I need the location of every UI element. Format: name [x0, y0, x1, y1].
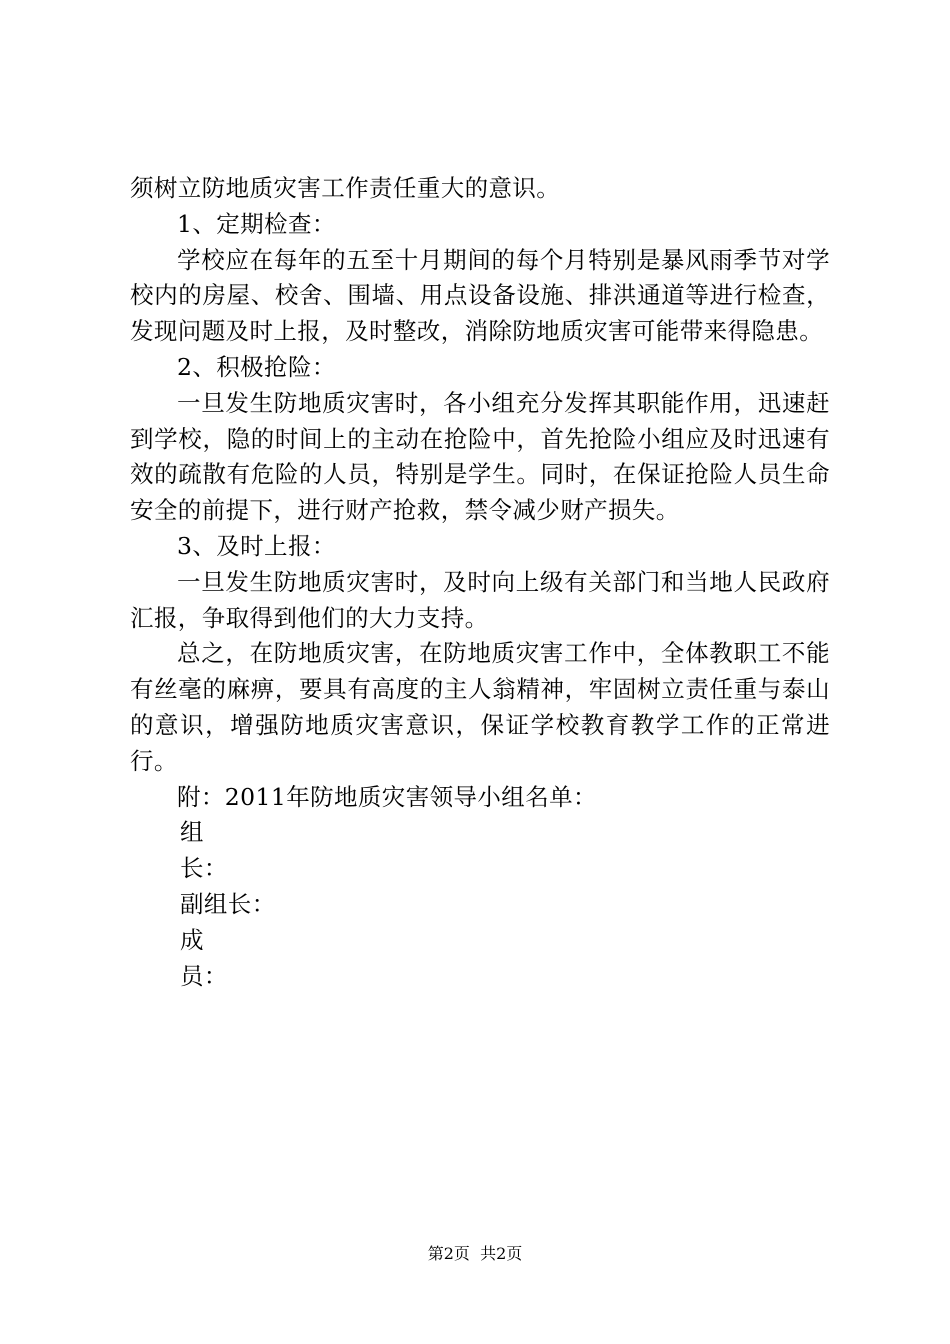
document-body: [130, 171, 830, 994]
page-footer: [0, 1244, 950, 1264]
roster-line: 成: [180, 925, 204, 954]
paragraph-inspection: 学校应在每年的五至十月期间的每个月特别是暴风雨季节对学校内的房屋、校舍、围墙、用点设备设施、排洪通道等进行检查，发现问题及时上报，及时整改，消除防地质灾害可能带来得隐患。: [130, 245, 830, 346]
section-heading-periodic-inspection: 1、定期检查：: [177, 209, 336, 238]
page-number: 第2页: [427, 1244, 470, 1263]
roster-line: 长：: [180, 854, 228, 883]
section-heading-rescue: 2、积极抢险：: [177, 352, 336, 381]
footer-spacer: [470, 1244, 480, 1263]
paragraph-report: 一旦发生防地质灾害时，及时向上级有关部门和当地人民政府汇报，争取得到他们的大力支持。: [130, 567, 830, 632]
roster-line: 员：: [180, 961, 228, 990]
section-heading-report: 3、及时上报：: [177, 531, 336, 560]
paragraph-rescue: 一旦发生防地质灾害时，各小组充分发挥其职能作用，迅速赶到学校，隐的时间上的主动在抢险中，首先抢险小组应及时迅速有效的疏散有危险的人员，特别是学生。同时，在保证抢险人员生命安全的前提下，进行财产抢救，禁令减少财产损失。: [130, 388, 830, 525]
leadership-roster: [130, 815, 830, 994]
page-total: 共2页: [480, 1244, 523, 1263]
roster-line: 副组长：: [180, 889, 276, 918]
roster-line: 组: [180, 818, 204, 847]
appendix-heading: 附：2011年防地质灾害领导小组名单：: [177, 782, 597, 811]
paragraph-continuation: 须树立防地质灾害工作责任重大的意识。: [130, 174, 561, 202]
paragraph-summary: 总之，在防地质灾害，在防地质灾害工作中，全体教职工不能有丝毫的麻痹，要具有高度的主人翁精神，牢固树立责任重与泰山的意识，增强防地质灾害意识，保证学校教育教学工作的正常进行。: [130, 639, 830, 775]
